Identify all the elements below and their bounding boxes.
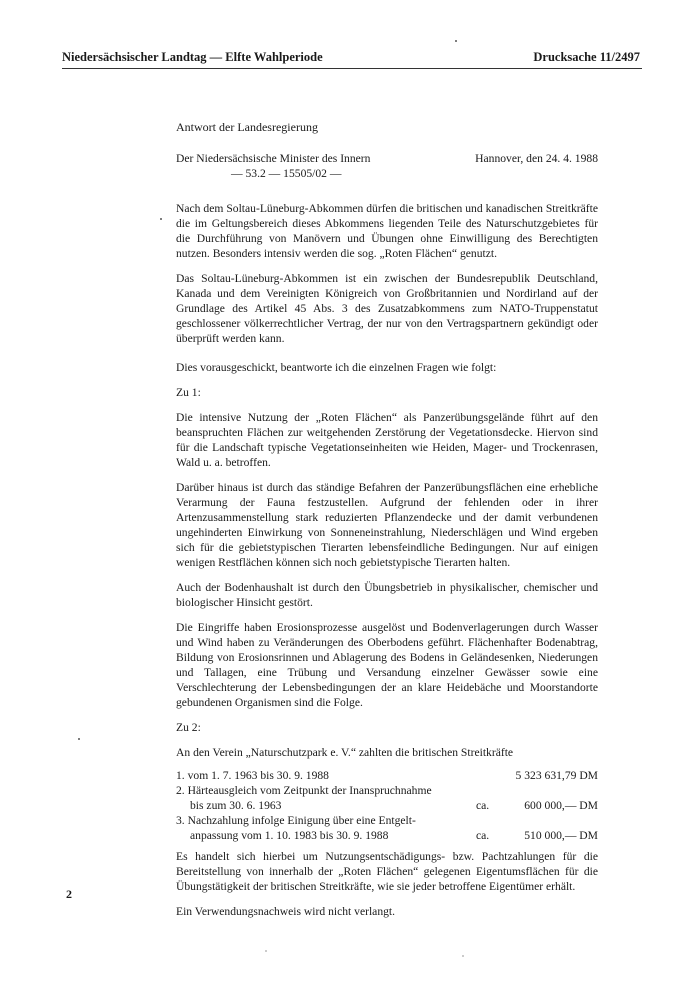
document-number: Drucksache 11/2497	[533, 50, 640, 64]
payment-description: 2. Härteausgleich vom Zeitpunkt der Inanspruchnahme	[176, 784, 432, 797]
document-body	[176, 120, 598, 929]
place-date: Hannover, den 24. 4. 1988	[475, 152, 598, 165]
sender-block	[176, 151, 598, 181]
paragraph-preface: Dies vorausgeschickt, beantworte ich die einzelnen Fragen wie folgt:	[176, 361, 497, 374]
scan-speck	[78, 738, 80, 740]
running-header-left: Niedersächsischer Landtag — Elfte Wahlperiode	[62, 50, 323, 64]
paragraph-no-proof: Ein Verwendungsnachweis wird nicht verlangt.	[176, 905, 396, 918]
payment-description-cont: anpassung vom 1. 10. 1983 bis 30. 9. 1988	[190, 829, 389, 842]
payment-row	[176, 768, 598, 783]
paragraph-vegetation: Die intensive Nutzung der „Roten Flächen“ als Panzerübungsgelände führt auf den beanspruchten Flächen zur weitgehenden Zerstörung der Vegetationsdecke. Hiervon sind für die Landschaft typische Vegetationseinheiten wie Heiden, Mager- und Trockenrasen, Wald u. a. betroffen.	[176, 411, 598, 469]
sender-name: Der Niedersächsische Minister des Innern	[176, 152, 371, 165]
payment-description-cont: bis zum 30. 6. 1963	[190, 799, 282, 812]
reference-number: — 53.2 — 15505/02 —	[231, 167, 342, 180]
scan-speck	[265, 950, 267, 952]
paragraph-intro: Nach dem Soltau-Lüneburg-Abkommen dürfen die britischen und kanadischen Streitkräfte die im Geltungsbereich dieses Abkommens liegenden Teile des Naturschutzgebietes für die Durchführung von Manövern und Übungen ohne Einwilligung des Berechtigten nutzen. Besonders intensiv werden die sog. „Roten Flächen“ genutzt.	[176, 202, 598, 260]
page-number: 2	[66, 887, 72, 901]
paragraph-agreement: Das Soltau-Lüneburg-Abkommen ist ein zwischen der Bundesrepublik Deutschland, Kanada und dem Vereinigten Königreich von Großbritannien und Nordirland auf der Grundlage des Artikel 45 Abs. 3 des Zusatzabkommens zum NATO-Truppenstatut geschlossener völkerrechtlicher Vertrag, der nur von den Vertragspartnern gekündigt oder überprüft werden kann.	[176, 272, 598, 345]
payment-amount: 510 000,— DM	[524, 829, 598, 842]
paragraph-fauna: Darüber hinaus ist durch das ständige Befahren der Panzerübungsflächen eine erhebliche Verarmung der Fauna festzustellen. Aufgrund der fehlenden oder in ihrer Artenzusammenstellung stark reduzierten Pflanzendecke und der damit verbundenen ungehinderten Einwirkung von Sonneneinstrahlung, Niederschlägen und Wind ergeben sich für die gebietstypischen Tierarten lebensfeindliche Bedingungen. Nur auf einigen wenigen Restflächen können sich noch gebietstypische Tierarten halten.	[176, 481, 598, 569]
scan-speck	[160, 218, 162, 220]
payment-row	[176, 783, 598, 813]
payment-approx: ca.	[476, 799, 490, 812]
payment-approx: ca.	[476, 829, 490, 842]
payment-amount: 600 000,— DM	[524, 799, 598, 812]
scan-speck	[455, 40, 457, 42]
payments-list	[176, 768, 598, 843]
paragraph-soil: Auch der Bodenhaushalt ist durch den Übungsbetrieb in physikalischer, chemischer und biologischer Hinsicht gestört.	[176, 581, 598, 609]
payment-row	[176, 813, 598, 843]
paragraph-compensation: Es handelt sich hierbei um Nutzungsentschädigungs- bzw. Pachtzahlungen für die Bereitstellung von innerhalb der „Roten Flächen“ gelegenen Eigentumsflächen für die Übungstätigkeit der britischen Streitkräfte, wie sie jeder betroffene Eigentümer erhält.	[176, 850, 598, 893]
scan-speck	[462, 955, 464, 957]
payment-amount: 5 323 631,79 DM	[515, 769, 598, 782]
document-title: Antwort der Landesregierung	[176, 120, 318, 134]
header-rule	[62, 68, 642, 69]
paragraph-payments-intro: An den Verein „Naturschutzpark e. V.“ zahlten die britischen Streitkräfte	[176, 746, 514, 759]
paragraph-erosion: Die Eingriffe haben Erosionsprozesse ausgelöst und Bodenverlagerungen durch Wasser und Wind haben zu Veränderungen des Oberbodens geführt. Flächenhafter Bodenabtrag, Bildung von Erosionsrinnen und Ablagerung des Bodens in Geländesenken, Niederungen und Tallagen, eine Trübung und Versandung einzelner Gewässer sowie eine Verschlechterung der Lebensbedingungen der an klare Heidebäche und Moorstandorte gebundenen Organismen sind die Folge.	[176, 621, 598, 709]
payment-description: 3. Nachzahlung infolge Einigung über eine Entgelt-	[176, 814, 416, 827]
payment-description: 1. vom 1. 7. 1963 bis 30. 9. 1988	[176, 769, 329, 782]
section-label-1: Zu 1:	[176, 386, 201, 399]
section-label-2: Zu 2:	[176, 721, 201, 734]
